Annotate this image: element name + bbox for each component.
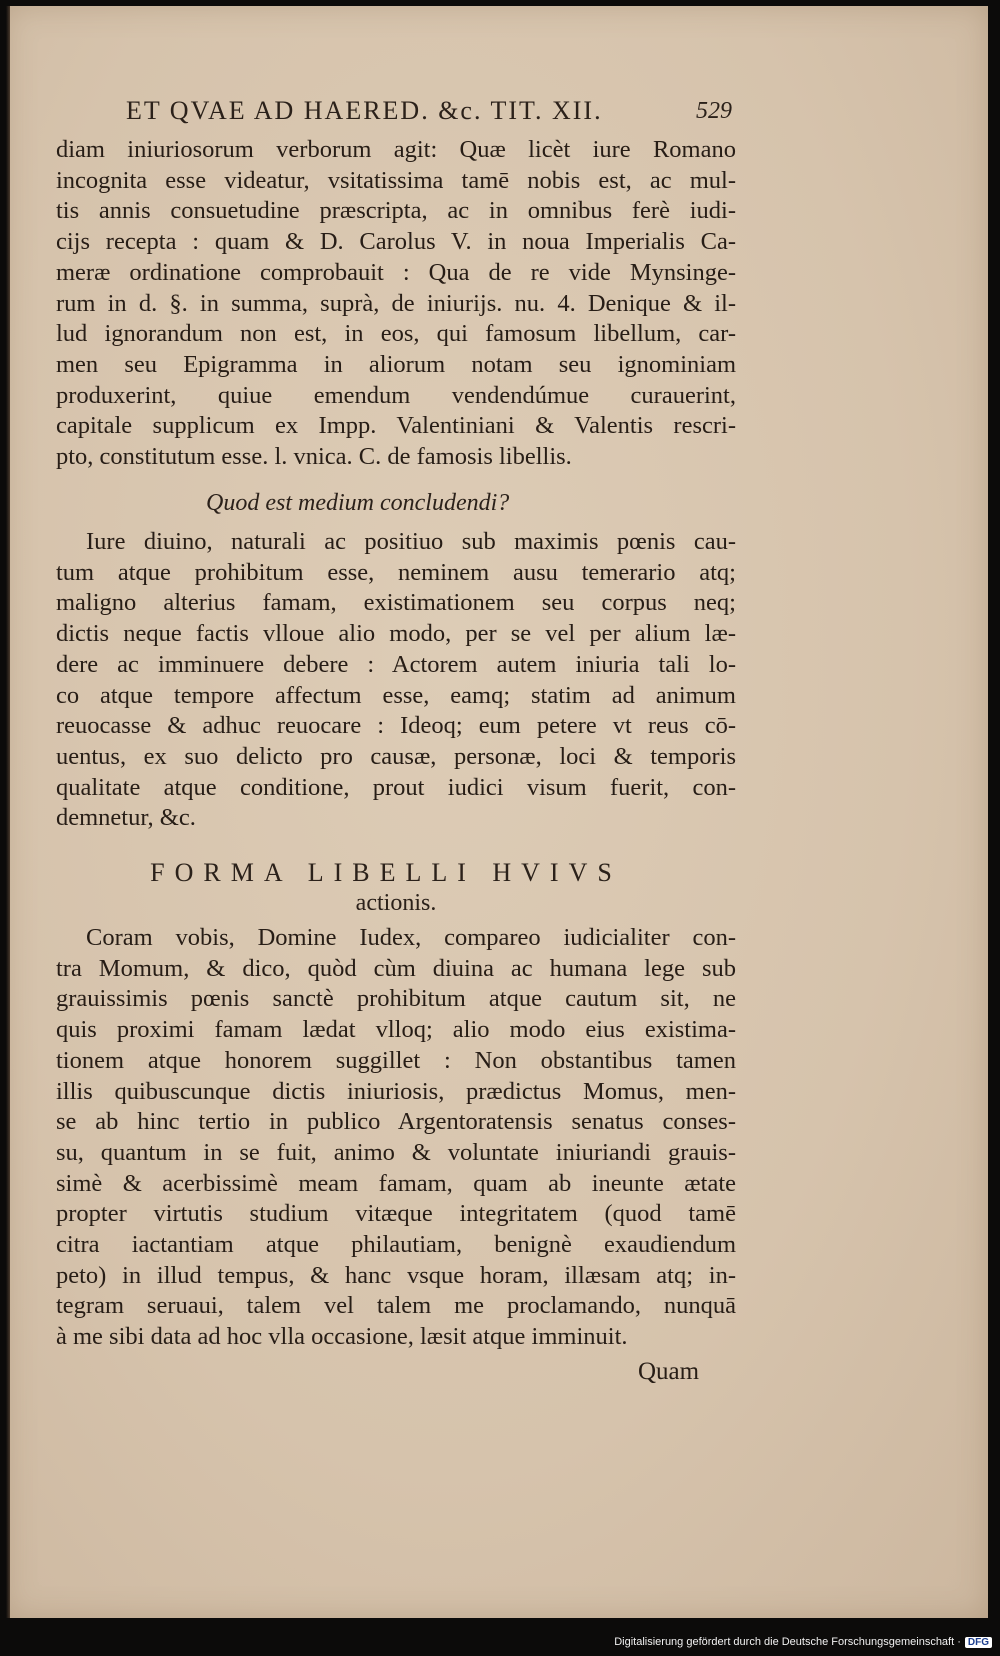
text-line: quis proximi famam lædat vlloq; alio modo eius existima-	[56, 1016, 736, 1044]
text-line: qualitate atque conditione, prout iudici visum fuerit, con-	[56, 773, 736, 801]
text-line: incognita esse videatur, vsitatissima tamē nobis est, ac mul-	[56, 166, 736, 194]
page-number: 529	[696, 98, 732, 124]
text-line: propter virtutis studium vitæque integritatem (quod tamē	[56, 1200, 736, 1228]
text-line: dere ac imminuere debere : Actorem autem iniuria tali lo-	[56, 650, 736, 678]
text-line: dictis neque factis vlloue alio modo, per se vel per alium læ-	[56, 620, 736, 648]
text-line: tis annis consuetudine præscripta, ac in omnibus ferè iudi-	[56, 197, 736, 225]
page-edge-shadow	[6, 6, 10, 1618]
text-line: pto, constitutum esse. l. vnica. C. de famosis libellis.	[56, 443, 572, 471]
paragraph-3	[56, 923, 736, 1353]
text-line: demnetur, &c.	[56, 804, 196, 832]
running-head: ET QVAE AD HAERED. &c. TIT. XII.	[126, 96, 603, 125]
text-line: diam iniuriosorum verborum agit: Quæ licèt iure Romano	[56, 136, 736, 163]
text-line: simè & acerbissimè meam famam, quam ab ineunte ætate	[56, 1169, 736, 1197]
text-line: tra Momum, & dico, quòd cùm diuina ac humana lege sub	[56, 954, 736, 982]
text-line: Coram vobis, Domine Iudex, compareo iudicialiter con-	[86, 924, 736, 951]
text-line: rum in d. §. in summa, suprà, de iniurijs. nu. 4. Denique & il-	[56, 289, 736, 317]
text-line: grauissimis pœnis sanctè prohibitum atque cautum sit, ne	[56, 985, 736, 1013]
text-line: maligno alterius famam, existimationem seu corpus neq;	[56, 589, 736, 617]
text-line: meræ ordinatione comprobauit : Qua de re vide Mynsinge-	[56, 258, 736, 286]
text-line: tum atque prohibitum esse, neminem ausu temerario atq;	[56, 558, 736, 586]
catchword: Quam	[638, 1358, 700, 1385]
paragraph-2	[56, 527, 736, 834]
text-line: tionem atque honorem suggillet : Non obstantibus tamen	[56, 1046, 736, 1074]
text-line: citra iactantiam atque philautiam, benignè exaudiendum	[56, 1231, 736, 1259]
text-line: capitale supplicum ex Impp. Valentiniani & Valentis rescri-	[56, 412, 736, 440]
text-line: peto) in illud tempus, & hanc vsque horam, illæsam atq; in-	[56, 1261, 736, 1289]
section-heading: FORMA LIBELLI HVIVS	[150, 858, 622, 887]
text-line: tegram seruaui, talem vel talem me proclamando, nunquā	[56, 1292, 736, 1320]
text-line: su, quantum in se fuit, animo & voluntate iniuriandi grauis-	[56, 1138, 736, 1166]
section-heading-continuation: actionis.	[355, 890, 437, 916]
text-line: se ab hinc tertio in publico Argentoratensis senatus conses-	[56, 1108, 736, 1136]
text-line: à me sibi data ad hoc vlla occasione, læsit atque imminuit.	[56, 1323, 628, 1351]
text-line: Iure diuino, naturali ac positiuo sub maximis pœnis cau-	[86, 528, 736, 555]
text-line: lud ignorandum non est, in eos, qui famosum libellum, car-	[56, 320, 736, 348]
text-line: produxerint, quiue emendum vendendúmue curauerint,	[56, 381, 736, 409]
text-line: men seu Epigramma in aliorum notam seu ignominiam	[56, 350, 736, 378]
book-page	[6, 6, 988, 1618]
footer-credit	[614, 1636, 992, 1648]
question-heading: Quod est medium concludendi?	[206, 490, 510, 516]
text-line: illis quibuscunque dictis iniuriosis, prædictus Momus, men-	[56, 1077, 736, 1105]
text-line: reuocasse & adhuc reuocare : Ideoq; eum petere vt reus cō-	[56, 712, 736, 740]
text-line: uentus, ex suo delicto pro causæ, personæ, loci & temporis	[56, 742, 736, 770]
paragraph-1	[56, 135, 736, 473]
footer-credit-text: Digitalisierung gefördert durch die Deutsche Forschungsgemeinschaft ·	[614, 1636, 961, 1648]
text-line: cijs recepta : quam & D. Carolus V. in noua Imperialis Ca-	[56, 228, 736, 256]
text-line: co atque tempore affectum esse, eamq; statim ad animum	[56, 681, 736, 709]
dfg-logo-icon: DFG	[965, 1637, 992, 1648]
